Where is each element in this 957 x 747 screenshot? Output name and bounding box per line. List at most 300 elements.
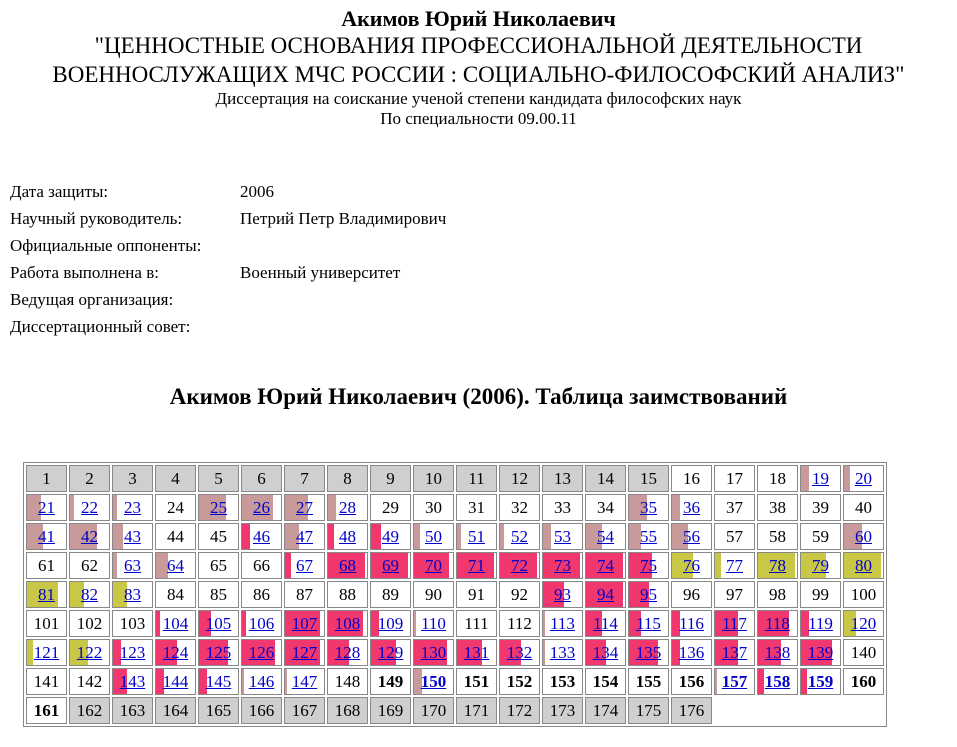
page-link[interactable]: 105 — [205, 614, 232, 633]
page-cell-109[interactable] — [370, 610, 411, 637]
page-number: 100 — [850, 585, 877, 604]
page-link[interactable]: 72 — [511, 556, 528, 575]
page-cell-22[interactable] — [69, 494, 110, 521]
page-number: 141 — [33, 672, 60, 691]
page-link[interactable]: 137 — [721, 643, 748, 662]
page-link[interactable]: 157 — [721, 672, 748, 691]
page-cell-79[interactable] — [800, 552, 841, 579]
page-link[interactable]: 113 — [550, 614, 575, 633]
page-cell-166 — [241, 697, 282, 724]
page-number: 1 — [42, 469, 51, 488]
page-link[interactable]: 94 — [597, 585, 614, 604]
page-cell-105[interactable] — [198, 610, 239, 637]
page-link[interactable]: 114 — [593, 614, 618, 633]
borrowing-level-bar — [242, 669, 244, 694]
page-cell-107[interactable] — [284, 610, 325, 637]
page-cell-94[interactable] — [585, 581, 626, 608]
page-cell-110[interactable] — [413, 610, 454, 637]
page-cell-35[interactable] — [628, 494, 669, 521]
page-link[interactable]: 63 — [124, 556, 141, 575]
page-cell-80[interactable] — [843, 552, 884, 579]
page-link[interactable]: 104 — [162, 614, 189, 633]
page-link[interactable]: 95 — [640, 585, 657, 604]
page-cell-55[interactable] — [628, 523, 669, 550]
page-cell-117[interactable] — [714, 610, 755, 637]
page-cell-148 — [327, 668, 368, 695]
page-link[interactable]: 48 — [339, 527, 356, 546]
page-link[interactable]: 51 — [468, 527, 485, 546]
page-number: 4 — [171, 469, 180, 488]
borrowing-level-bar — [285, 553, 291, 578]
page-number: 38 — [769, 498, 786, 517]
page-cell-134[interactable] — [585, 639, 626, 666]
page-link[interactable]: 106 — [248, 614, 275, 633]
page-cell-135[interactable] — [628, 639, 669, 666]
borrowing-level-bar — [242, 524, 250, 549]
page-link[interactable]: 143 — [119, 672, 146, 691]
page-link[interactable]: 36 — [683, 498, 700, 517]
page-link[interactable]: 109 — [377, 614, 404, 633]
page-number: 164 — [162, 701, 189, 720]
page-link[interactable]: 108 — [334, 614, 361, 633]
page-cell-126[interactable] — [241, 639, 282, 666]
borrowing-level-bar — [801, 466, 809, 491]
page-link[interactable]: 25 — [210, 498, 227, 517]
table-row — [26, 610, 884, 637]
page-number: 174 — [592, 701, 619, 720]
page-cell-53[interactable] — [542, 523, 583, 550]
page-link[interactable]: 46 — [253, 527, 270, 546]
page-link[interactable]: 145 — [205, 672, 232, 691]
page-cell-58 — [757, 523, 798, 550]
thesis-title-line-1: "ЦЕННОСТНЫЕ ОСНОВАНИЯ ПРОФЕССИОНАЛЬНОЙ ДЕЯТЕЛЬНОСТИ — [94, 33, 863, 58]
page-number: 152 — [506, 672, 533, 691]
page-cell-82[interactable] — [69, 581, 110, 608]
page-number: 176 — [678, 701, 705, 720]
page-cell-89 — [370, 581, 411, 608]
page-link[interactable]: 116 — [679, 614, 704, 633]
page-number: 7 — [300, 469, 309, 488]
page-link[interactable]: 158 — [764, 672, 791, 691]
page-number: 29 — [382, 498, 399, 517]
page-link[interactable]: 76 — [683, 556, 700, 575]
page-number: 39 — [812, 498, 829, 517]
empty-cell — [757, 697, 798, 724]
page-cell-159[interactable] — [800, 668, 841, 695]
borrowing-level-bar — [414, 524, 420, 549]
page-cell-47[interactable] — [284, 523, 325, 550]
page-number: 61 — [38, 556, 55, 575]
page-link[interactable]: 118 — [765, 614, 790, 633]
page-number: 103 — [119, 614, 146, 633]
page-cell-13 — [542, 465, 583, 492]
empty-cell — [800, 697, 841, 724]
page-cell-46[interactable] — [241, 523, 282, 550]
page-link[interactable]: 82 — [81, 585, 98, 604]
page-cell-18 — [757, 465, 798, 492]
page-number: 170 — [420, 701, 447, 720]
page-number: 6 — [257, 469, 266, 488]
page-cell-138[interactable] — [757, 639, 798, 666]
borrowing-level-bar — [113, 495, 117, 520]
page-link[interactable]: 133 — [549, 643, 576, 662]
page-cell-114[interactable] — [585, 610, 626, 637]
page-link[interactable]: 139 — [807, 643, 834, 662]
page-cell-6 — [241, 465, 282, 492]
table-row — [26, 639, 884, 666]
page-cell-125[interactable] — [198, 639, 239, 666]
page-number: 40 — [855, 498, 872, 517]
page-link[interactable]: 83 — [124, 585, 141, 604]
page-link[interactable]: 135 — [635, 643, 662, 662]
page-cell-137[interactable] — [714, 639, 755, 666]
page-cell-154 — [585, 668, 626, 695]
page-cell-27[interactable] — [284, 494, 325, 521]
page-cell-133[interactable] — [542, 639, 583, 666]
page-link[interactable]: 150 — [420, 672, 447, 691]
page-link[interactable]: 68 — [339, 556, 356, 575]
info-row-institution — [10, 259, 446, 286]
page-cell-144[interactable] — [155, 668, 196, 695]
page-link[interactable]: 60 — [855, 527, 872, 546]
page-cell-147[interactable] — [284, 668, 325, 695]
page-cell-60[interactable] — [843, 523, 884, 550]
page-cell-132[interactable] — [499, 639, 540, 666]
page-link[interactable]: 67 — [296, 556, 313, 575]
page-cell-158[interactable] — [757, 668, 798, 695]
page-cell-136[interactable] — [671, 639, 712, 666]
page-cell-41[interactable] — [26, 523, 67, 550]
page-link[interactable]: 41 — [38, 527, 55, 546]
page-link[interactable]: 75 — [640, 556, 657, 575]
page-cell-163 — [112, 697, 153, 724]
page-cell-121[interactable] — [26, 639, 67, 666]
page-header — [0, 0, 957, 129]
page-cell-26[interactable] — [241, 494, 282, 521]
page-link[interactable]: 119 — [808, 614, 833, 633]
page-cell-120[interactable] — [843, 610, 884, 637]
page-link[interactable]: 42 — [81, 527, 98, 546]
page-cell-100 — [843, 581, 884, 608]
page-link[interactable]: 128 — [334, 643, 361, 662]
borrowing-level-bar — [328, 495, 336, 520]
page-number: 148 — [334, 672, 361, 691]
page-cell-59 — [800, 523, 841, 550]
page-link[interactable]: 22 — [81, 498, 98, 517]
page-cell-30 — [413, 494, 454, 521]
page-cell-146[interactable] — [241, 668, 282, 695]
page-cell-43[interactable] — [112, 523, 153, 550]
page-cell-118[interactable] — [757, 610, 798, 637]
page-link[interactable]: 50 — [425, 527, 442, 546]
page-cell-71[interactable] — [456, 552, 497, 579]
page-cell-19[interactable] — [800, 465, 841, 492]
page-cell-51[interactable] — [456, 523, 497, 550]
page-link[interactable]: 35 — [640, 498, 657, 517]
page-number: 112 — [507, 614, 532, 633]
borrowing-level-bar — [758, 669, 764, 694]
page-number: 154 — [592, 672, 619, 691]
page-cell-64[interactable] — [155, 552, 196, 579]
page-cell-52[interactable] — [499, 523, 540, 550]
page-cell-127[interactable] — [284, 639, 325, 666]
page-link[interactable]: 130 — [420, 643, 447, 662]
page-link[interactable]: 53 — [554, 527, 571, 546]
page-link[interactable]: 74 — [597, 556, 614, 575]
borrowing-level-bar — [844, 466, 850, 491]
page-cell-21[interactable] — [26, 494, 67, 521]
page-number: 85 — [210, 585, 227, 604]
page-cell-81[interactable] — [26, 581, 67, 608]
page-number: 167 — [291, 701, 318, 720]
page-link[interactable]: 23 — [124, 498, 141, 517]
borrowing-level-bar — [156, 611, 160, 636]
page-cell-76[interactable] — [671, 552, 712, 579]
page-number: 165 — [205, 701, 232, 720]
page-cell-62 — [69, 552, 110, 579]
page-cell-98 — [757, 581, 798, 608]
page-number: 15 — [640, 469, 657, 488]
page-number: 8 — [343, 469, 352, 488]
page-link[interactable]: 64 — [167, 556, 184, 575]
page-cell-124[interactable] — [155, 639, 196, 666]
page-link[interactable]: 132 — [506, 643, 533, 662]
page-number: 160 — [850, 672, 877, 691]
page-link[interactable]: 79 — [812, 556, 829, 575]
page-link[interactable]: 71 — [468, 556, 485, 575]
page-number: 17 — [726, 469, 743, 488]
page-number: 65 — [210, 556, 227, 575]
page-number: 24 — [167, 498, 184, 517]
borrowing-level-bar — [328, 524, 334, 549]
page-link[interactable]: 81 — [38, 585, 55, 604]
info-label: Дата защиты: — [10, 182, 109, 201]
page-link[interactable]: 77 — [726, 556, 743, 575]
page-link[interactable]: 43 — [124, 527, 141, 546]
info-label: Ведущая организация: — [10, 290, 174, 309]
page-number: 3 — [128, 469, 137, 488]
page-cell-11 — [456, 465, 497, 492]
page-link[interactable]: 134 — [592, 643, 619, 662]
page-cell-63[interactable] — [112, 552, 153, 579]
page-link[interactable]: 69 — [382, 556, 399, 575]
page-link[interactable]: 54 — [597, 527, 614, 546]
page-link[interactable]: 146 — [248, 672, 275, 691]
page-cell-77[interactable] — [714, 552, 755, 579]
info-label: Диссертационный совет: — [10, 317, 191, 336]
page-number: 37 — [726, 498, 743, 517]
page-cell-78[interactable] — [757, 552, 798, 579]
page-cell-96 — [671, 581, 712, 608]
borrowing-level-bar — [543, 611, 545, 636]
page-number: 161 — [33, 701, 60, 720]
page-link[interactable]: 80 — [855, 556, 872, 575]
page-cell-83[interactable] — [112, 581, 153, 608]
page-cell-45 — [198, 523, 239, 550]
page-link[interactable]: 129 — [377, 643, 404, 662]
page-link[interactable]: 20 — [855, 469, 872, 488]
page-link[interactable]: 124 — [162, 643, 189, 662]
page-cell-160 — [843, 668, 884, 695]
page-link[interactable]: 127 — [291, 643, 318, 662]
page-link[interactable]: 28 — [339, 498, 356, 517]
page-link[interactable]: 110 — [421, 614, 446, 633]
page-number: 96 — [683, 585, 700, 604]
page-cell-157[interactable] — [714, 668, 755, 695]
page-cell-169 — [370, 697, 411, 724]
page-number: 9 — [386, 469, 395, 488]
page-cell-106[interactable] — [241, 610, 282, 637]
page-number: 45 — [210, 527, 227, 546]
page-link[interactable]: 123 — [119, 643, 146, 662]
page-cell-164 — [155, 697, 196, 724]
page-cell-56[interactable] — [671, 523, 712, 550]
page-cell-50[interactable] — [413, 523, 454, 550]
page-cell-54[interactable] — [585, 523, 626, 550]
page-link[interactable]: 115 — [636, 614, 661, 633]
degree-subtitle: Диссертация на соискание ученой степени кандидата философских наук — [215, 89, 742, 108]
page-cell-15 — [628, 465, 669, 492]
page-cell-92 — [499, 581, 540, 608]
info-value: 2006 — [240, 182, 274, 201]
page-number: 13 — [554, 469, 571, 488]
borrowings-table — [23, 462, 887, 727]
page-cell-102 — [69, 610, 110, 637]
page-cell-69[interactable] — [370, 552, 411, 579]
page-number: 14 — [597, 469, 614, 488]
page-number: 99 — [812, 585, 829, 604]
page-cell-16 — [671, 465, 712, 492]
borrowing-level-bar — [715, 553, 721, 578]
page-number: 2 — [85, 469, 94, 488]
page-cell-129[interactable] — [370, 639, 411, 666]
page-cell-143[interactable] — [112, 668, 153, 695]
page-link[interactable]: 131 — [463, 643, 490, 662]
page-cell-68[interactable] — [327, 552, 368, 579]
page-cell-70[interactable] — [413, 552, 454, 579]
page-link[interactable]: 121 — [33, 643, 60, 662]
page-link[interactable]: 27 — [296, 498, 313, 517]
page-cell-108[interactable] — [327, 610, 368, 637]
page-cell-145[interactable] — [198, 668, 239, 695]
page-cell-61 — [26, 552, 67, 579]
page-link[interactable]: 56 — [683, 527, 700, 546]
specialty-line: По специальности 09.00.11 — [380, 109, 577, 128]
page-cell-49[interactable] — [370, 523, 411, 550]
page-link[interactable]: 19 — [812, 469, 829, 488]
page-cell-75[interactable] — [628, 552, 669, 579]
page-cell-8 — [327, 465, 368, 492]
page-link[interactable]: 73 — [554, 556, 571, 575]
page-number: 58 — [769, 527, 786, 546]
page-cell-74[interactable] — [585, 552, 626, 579]
page-cell-36[interactable] — [671, 494, 712, 521]
page-cell-123[interactable] — [112, 639, 153, 666]
page-cell-130[interactable] — [413, 639, 454, 666]
page-number: 149 — [377, 672, 404, 691]
page-cell-116[interactable] — [671, 610, 712, 637]
page-cell-119[interactable] — [800, 610, 841, 637]
page-cell-67[interactable] — [284, 552, 325, 579]
page-cell-131[interactable] — [456, 639, 497, 666]
page-cell-72[interactable] — [499, 552, 540, 579]
page-link[interactable]: 126 — [248, 643, 275, 662]
page-cell-113[interactable] — [542, 610, 583, 637]
empty-cell — [714, 697, 755, 724]
page-cell-93[interactable] — [542, 581, 583, 608]
page-link[interactable]: 49 — [382, 527, 399, 546]
page-link[interactable]: 125 — [205, 643, 232, 662]
page-cell-128[interactable] — [327, 639, 368, 666]
page-cell-141 — [26, 668, 67, 695]
page-link[interactable]: 93 — [554, 585, 571, 604]
table-row — [26, 494, 884, 521]
page-link[interactable]: 120 — [850, 614, 877, 633]
page-cell-23[interactable] — [112, 494, 153, 521]
author-name: Акимов Юрий Николаевич — [341, 6, 616, 31]
page-link[interactable]: 107 — [291, 614, 318, 633]
page-cell-48[interactable] — [327, 523, 368, 550]
page-cell-88 — [327, 581, 368, 608]
page-cell-14 — [585, 465, 626, 492]
page-cell-28[interactable] — [327, 494, 368, 521]
page-cell-151 — [456, 668, 497, 695]
page-link[interactable]: 47 — [296, 527, 313, 546]
page-link[interactable]: 138 — [764, 643, 791, 662]
page-link[interactable]: 52 — [511, 527, 528, 546]
page-cell-122[interactable] — [69, 639, 110, 666]
info-label: Официальные оппоненты: — [10, 236, 202, 255]
page-link[interactable]: 136 — [678, 643, 705, 662]
page-link[interactable]: 70 — [425, 556, 442, 575]
info-row-defense-date — [10, 178, 446, 205]
page-cell-175 — [628, 697, 669, 724]
page-cell-87 — [284, 581, 325, 608]
page-link[interactable]: 144 — [162, 672, 189, 691]
page-cell-104[interactable] — [155, 610, 196, 637]
page-cell-42[interactable] — [69, 523, 110, 550]
page-cell-20[interactable] — [843, 465, 884, 492]
page-cell-95[interactable] — [628, 581, 669, 608]
page-cell-5 — [198, 465, 239, 492]
page-link[interactable]: 117 — [722, 614, 747, 633]
page-number: 168 — [334, 701, 361, 720]
page-cell-115[interactable] — [628, 610, 669, 637]
page-link[interactable]: 159 — [807, 672, 834, 691]
page-cell-150[interactable] — [413, 668, 454, 695]
page-cell-139[interactable] — [800, 639, 841, 666]
borrowing-level-bar — [672, 495, 680, 520]
page-number: 163 — [119, 701, 146, 720]
page-cell-17 — [714, 465, 755, 492]
page-cell-142 — [69, 668, 110, 695]
page-cell-73[interactable] — [542, 552, 583, 579]
page-link[interactable]: 55 — [640, 527, 657, 546]
page-number: 30 — [425, 498, 442, 517]
page-link[interactable]: 122 — [76, 643, 103, 662]
borrowing-level-bar — [543, 640, 545, 665]
page-cell-25[interactable] — [198, 494, 239, 521]
borrowing-level-bar — [801, 669, 807, 694]
info-row-council — [10, 313, 446, 340]
page-link[interactable]: 26 — [253, 498, 270, 517]
page-cell-176 — [671, 697, 712, 724]
page-cell-4 — [155, 465, 196, 492]
page-link[interactable]: 21 — [38, 498, 55, 517]
page-link[interactable]: 147 — [291, 672, 318, 691]
page-cell-167 — [284, 697, 325, 724]
page-link[interactable]: 78 — [769, 556, 786, 575]
